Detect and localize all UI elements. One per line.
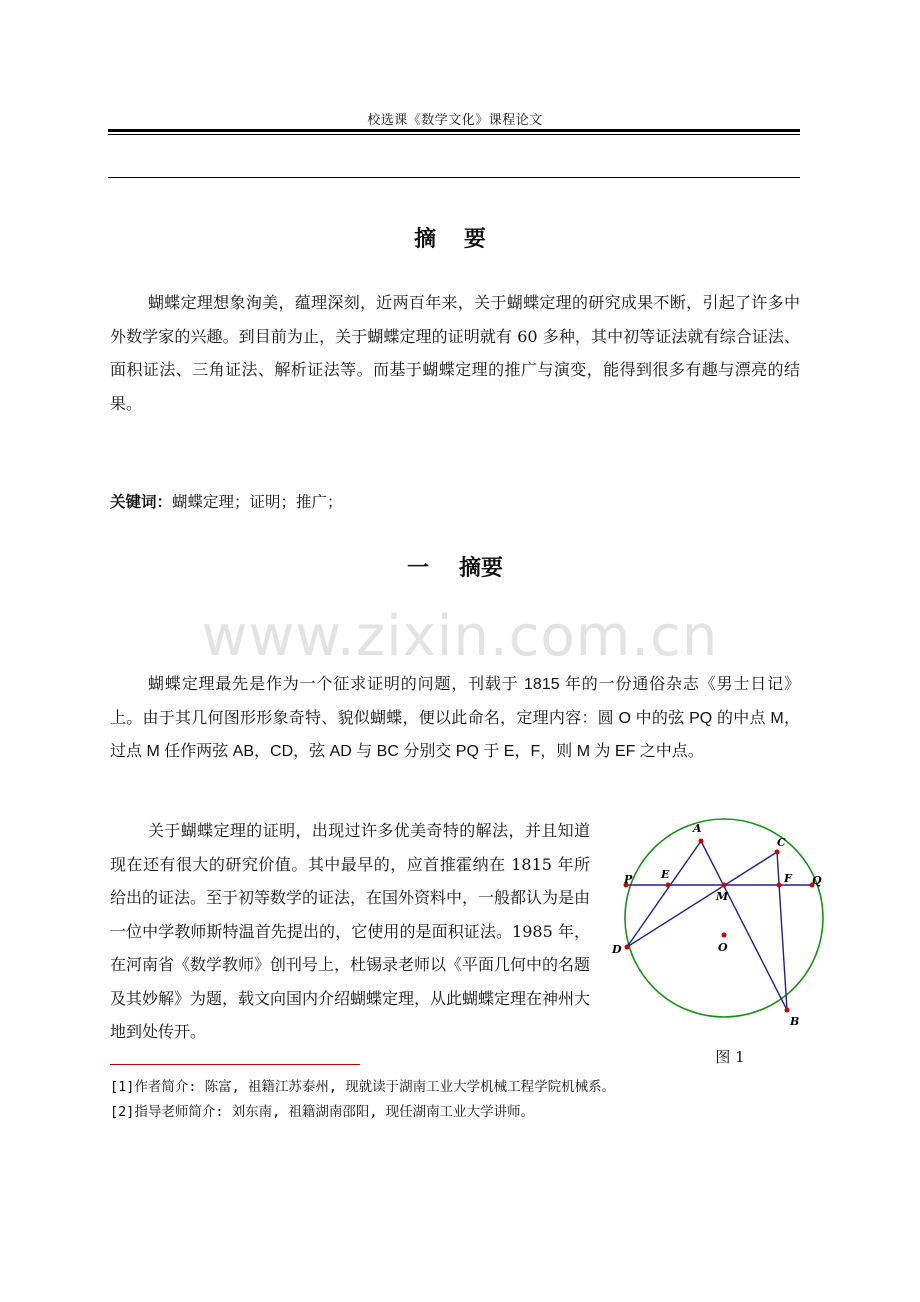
footnote-1: [1]作者简介: 陈富, 祖籍江苏泰州, 现就读于湖南工业大学机械工程学院机械系。 [110, 1079, 616, 1095]
figure-caption: 图 1 [715, 1048, 745, 1066]
point-d [625, 945, 630, 950]
top-divider [108, 177, 800, 178]
point-b [785, 1008, 790, 1013]
label-c: C [777, 836, 786, 849]
abstract-body: 蝴蝶定理想象洵美，蕴理深刻，近两百年来，关于蝴蝶定理的研究成果不断，引起了许多中外数学家的兴趣。到目前为止，关于蝴蝶定理的证明就有 60 多种，其中初等证法就有综合证法、面积证法、三角证法、解析证法等。而基于蝴蝶定理的推广与演变，能得到很多有趣与漂亮的结果。 [110, 293, 800, 413]
chord-cd [627, 852, 777, 947]
point-a [699, 839, 704, 844]
abstract-title: 摘 要 [414, 227, 496, 252]
point-m [722, 883, 727, 888]
point-c [775, 850, 780, 855]
keywords [110, 490, 343, 512]
label-q: Q [812, 874, 822, 887]
section-paragraph-1: 蝴蝶定理最先是作为一个征求证明的问题，刊载于 1815 年的一份通俗杂志《男士日记》上。由于其几何图形形象奇特、貌似蝴蝶，便以此命名，定理内容：圆 O 中的弦 PQ 的中点 M，过点 M 任作两弦 AB，CD，弦 AD 与 BC 分别交 PQ 于 E，F，则 M 为 EF 之中点。 [110, 676, 800, 760]
point-o [722, 933, 727, 938]
section-paragraph-2: 关于蝴蝶定理的证明，出现过许多优美奇特的解法，并且知道现在还有很大的研究价值。其中最早的，应首推霍纳在 1815 年所给出的证法。至于初等数学的证法，在国外资料中，一般都认为是由一位中学教师斯特温首先提出的，它使用的是面积证法。1985 年，在河南省《数学教师》创刊号上，杜锡录老师以《平面几何中的名题及其妙解》为题，载文向国内介绍蝴蝶定理，从此蝴蝶定理在神州大地到处传开。 [110, 821, 591, 1041]
keywords-text: 蝴蝶定理；证明；推广； [172, 493, 343, 511]
footnote-2: [2]指导老师简介: 刘东南, 祖籍湖南邵阳, 现任湖南工业大学讲师。 [110, 1104, 535, 1120]
label-p: P [624, 873, 633, 886]
section-title [0, 551, 910, 582]
label-o: O [718, 941, 728, 954]
label-e: E [661, 868, 670, 881]
label-m: M [716, 890, 729, 903]
point-e [666, 883, 671, 888]
label-f: F [784, 872, 792, 885]
header-rule-thin [108, 134, 800, 135]
label-a: A [693, 822, 702, 835]
chord-ab [701, 841, 787, 1010]
watermark: www.zixin.com.cn [201, 604, 719, 669]
circle-o [625, 819, 823, 1017]
section-name: 摘要 [459, 556, 504, 581]
footnote-rule [110, 1064, 360, 1065]
label-b: B [790, 1015, 800, 1028]
section-number: 一 [406, 556, 429, 581]
keywords-label: 关键词： [110, 493, 173, 511]
running-header: 校选课《数学文化》课程论文 [367, 113, 543, 128]
butterfly-figure [608, 815, 838, 1035]
header-rule-thick [108, 129, 800, 132]
label-d: D [612, 943, 622, 956]
point-f [777, 883, 782, 888]
chord-ad [627, 841, 701, 947]
